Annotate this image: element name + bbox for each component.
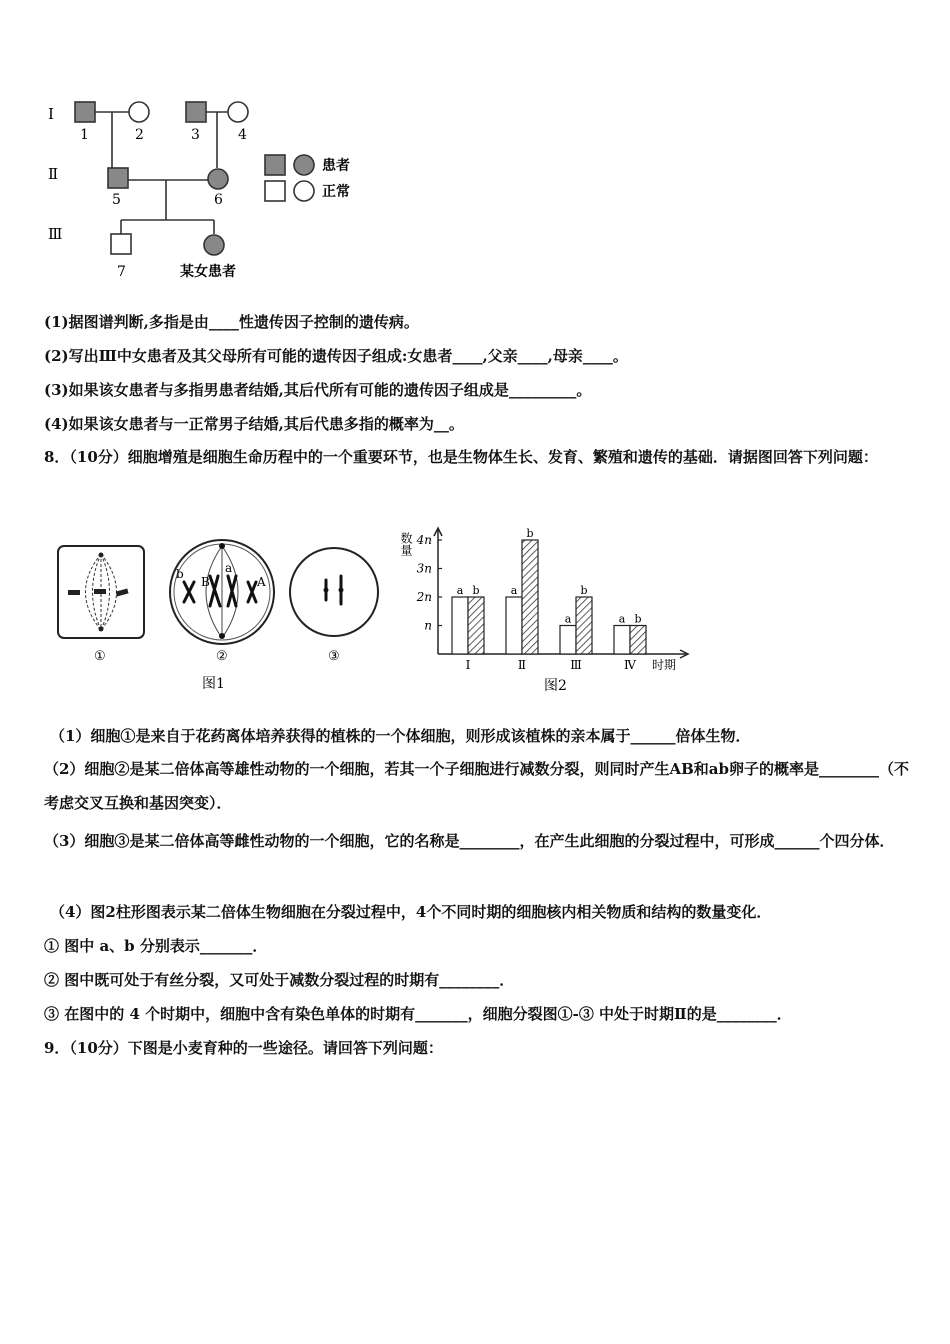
- cell-1: [58, 546, 144, 664]
- number-7: 7: [117, 264, 126, 280]
- number-6: 6: [214, 192, 223, 208]
- number-5: 5: [112, 192, 121, 208]
- bar-label-b: b: [472, 584, 480, 597]
- q8-sub4-a: ① 图中 a、b 分别表示_______．: [44, 937, 268, 955]
- y-tick-label: 3n: [416, 561, 432, 576]
- figure-2-caption: 图2: [544, 678, 567, 694]
- gen-3-label: Ⅲ: [48, 225, 63, 243]
- bar-b-3: [576, 597, 592, 654]
- individual-7-normal-male: [111, 234, 131, 254]
- bar-label-a: a: [510, 584, 518, 597]
- q8-sub4: （4）图2柱形图表示某二倍体生物细胞在分裂过程中，4个不同时期的细胞核内相关物质和结构的数量变化．: [50, 903, 772, 921]
- legend-patient-label: 患者: [322, 158, 350, 174]
- figure-2-chart: [398, 518, 698, 698]
- cell-2-label-b: b: [176, 567, 184, 581]
- legend-normal-label: 正常: [322, 184, 350, 200]
- cell-2-label: ②: [216, 649, 228, 664]
- y-tick-label: 4n: [416, 533, 432, 547]
- individual-5-affected-male: [108, 168, 128, 188]
- bar-b-2: [522, 540, 538, 654]
- bar-label-b: b: [634, 612, 642, 626]
- cell-3-label: ③: [328, 649, 340, 664]
- q7-sub2: (2)写出Ⅲ中女患者及其父母所有可能的遗传因子组成:女患者____,父亲____,母亲____。: [44, 347, 628, 365]
- q8-sub4-c: ③ 在图中的 4 个时期中，细胞中含有染色单体的时期有_______，细胞分裂图①-③ 中处于时期Ⅱ的是________．: [44, 1005, 792, 1023]
- legend-normal-male: [265, 181, 285, 201]
- q7-sub1: (1)据图谱判断,多指是由____性遗传因子控制的遗传病。: [44, 313, 419, 331]
- q9-intro: 9．（10分）下图是小麦育种的一些途径。请回答下列问题：: [44, 1039, 443, 1057]
- cell-2: [170, 540, 274, 664]
- legend-affected-female: [294, 155, 314, 175]
- bar-a-3: [560, 626, 576, 655]
- gen-2-label: Ⅱ: [48, 165, 59, 183]
- x-category-label: Ⅳ: [624, 658, 636, 672]
- individual-2-normal-female: [129, 102, 149, 122]
- y-tick-label: n: [424, 618, 432, 633]
- q7-sub4: (4)如果该女患者与一正常男子结婚,其后代患多指的概率为__。: [44, 415, 464, 433]
- q7-sub3: (3)如果该女患者与多指男患者结婚,其后代所有可能的遗传因子组成是_________。: [44, 381, 592, 399]
- number-2: 2: [135, 127, 144, 143]
- female-patient-label: 某女患者: [180, 264, 236, 280]
- figure-1-cells: [50, 536, 410, 696]
- x-category-label: Ⅱ: [517, 658, 527, 672]
- bar-a-1: [452, 597, 468, 654]
- individual-6-affected-female: [208, 169, 228, 189]
- q8-sub3: （3）细胞③是某二倍体高等雌性动物的一个细胞，它的名称是________，在产生此细胞的分裂过程中，可形成______个四分体．: [44, 832, 895, 850]
- bar-a-4: [614, 626, 630, 655]
- individual-4-normal-female: [228, 102, 248, 122]
- y-axis-label: 数量: [399, 532, 413, 556]
- pedigree-figure: [40, 92, 380, 288]
- cell-3: [290, 548, 378, 664]
- number-3: 3: [191, 127, 200, 143]
- cell-2-label-a: a: [225, 561, 233, 575]
- cell-1-label: ①: [94, 649, 106, 664]
- number-1: 1: [80, 127, 89, 143]
- bar-label-a: a: [456, 584, 464, 597]
- legend-affected-male: [265, 155, 285, 175]
- y-tick-label: 2n: [416, 590, 432, 604]
- bar-label-b: b: [580, 584, 588, 597]
- x-category-label: Ⅲ: [570, 658, 582, 672]
- q8-intro: 8．（10分）细胞增殖是细胞生命历程中的一个重要环节，也是生物体生长、发育、繁殖和遗传的基础．请据图回答下列问题：: [44, 448, 878, 466]
- individual-1-affected-male: [75, 102, 95, 122]
- bar-label-a: a: [618, 612, 626, 626]
- q8-sub4-b: ② 图中既可处于有丝分裂，又可处于减数分裂过程的时期有________．: [44, 971, 515, 989]
- number-4: 4: [238, 127, 247, 143]
- individual-3-affected-male: [186, 102, 206, 122]
- female-patient: [204, 235, 224, 255]
- bar-label-a: a: [564, 612, 572, 626]
- gen-1-label: Ⅰ: [48, 105, 54, 123]
- bar-label-b: b: [526, 527, 534, 540]
- bar-a-2: [506, 597, 522, 654]
- x-category-label: Ⅰ: [465, 658, 471, 672]
- legend-normal-female: [294, 181, 314, 201]
- cell-2-label-A: A: [257, 575, 266, 589]
- bar-b-4: [630, 626, 646, 655]
- cell-2-label-B: B: [201, 575, 210, 589]
- q8-sub1: （1）细胞①是来自于花药离体培养获得的植株的一个体细胞，则形成该植株的亲本属于______倍体生物．: [50, 727, 751, 745]
- bar-b-1: [468, 597, 484, 654]
- figure-1-caption: 图1: [202, 676, 225, 692]
- x-axis-label: 时期: [652, 658, 677, 672]
- q8-sub2: （2）细胞②是某二倍体高等雄性动物的一个细胞，若其一个子细胞进行减数分裂，则同时产生AB和ab卵子的概率是________（不考虑交叉互换和基因突变）．: [44, 760, 909, 812]
